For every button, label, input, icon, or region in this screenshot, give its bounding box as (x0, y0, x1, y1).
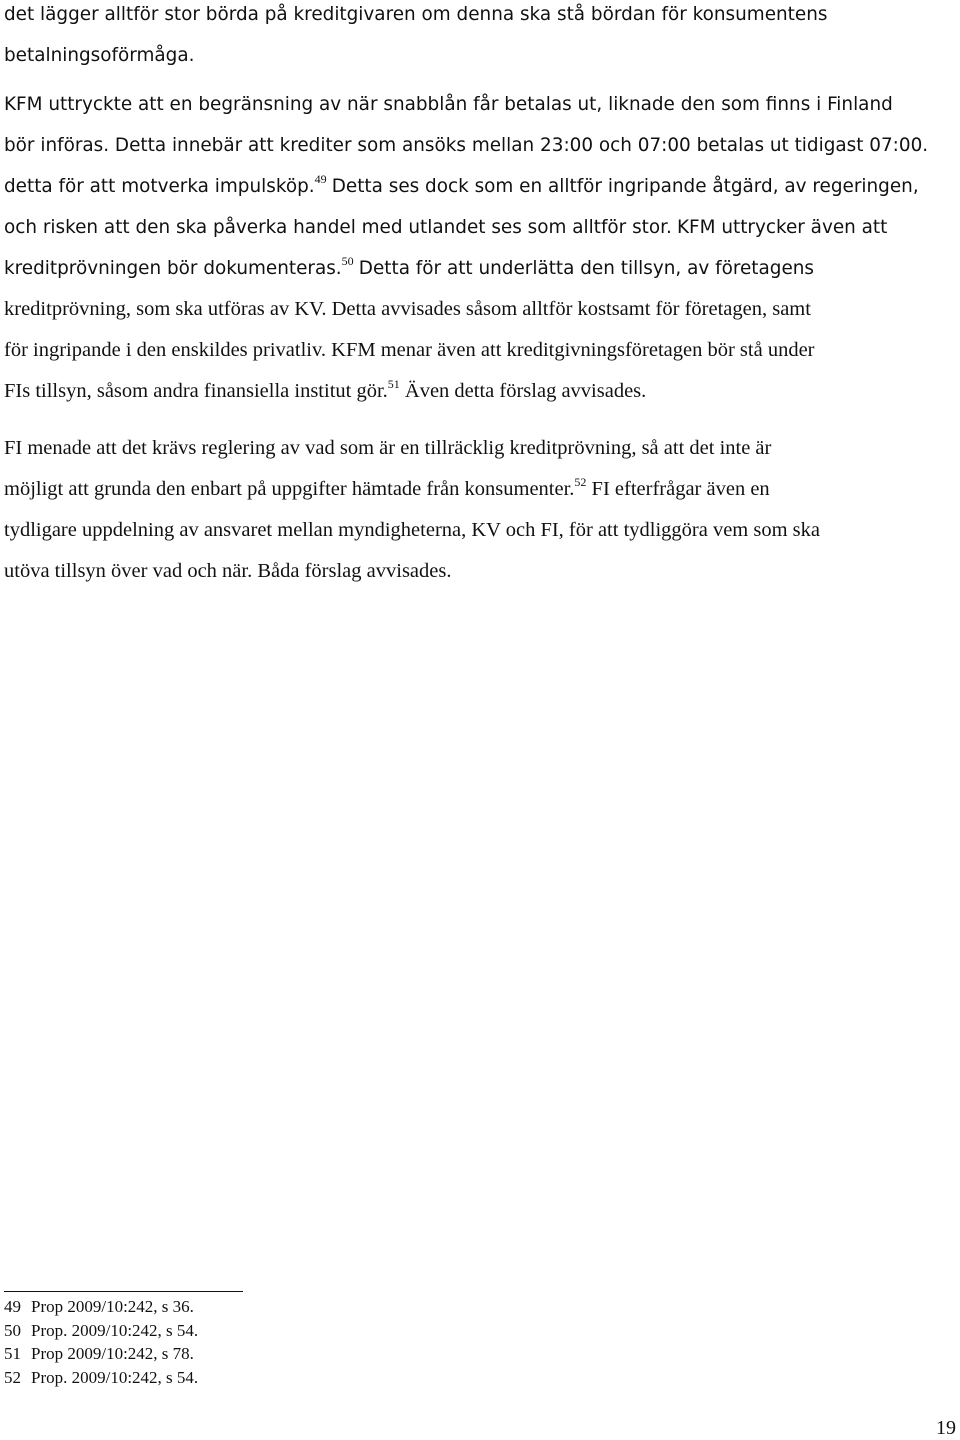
text-segment: möjligt att grunda den enbart på uppgifter hämtade från konsumenter. (4, 478, 575, 500)
text-line (4, 469, 952, 510)
text-line (4, 166, 952, 207)
footnote-number: 51 (4, 1344, 21, 1363)
paragraph-1 (4, 0, 952, 76)
text-line: KFM uttryckte att en begränsning av när snabblån får betalas ut, liknade den som finns i Finland (4, 94, 893, 115)
footnote-number: 52 (4, 1367, 21, 1387)
footnote-item (4, 1295, 198, 1319)
footnote-number: 50 (4, 1320, 21, 1340)
footnote-ref: 50 (341, 254, 354, 268)
footnote-text: Prop 2009/10:242, s 78. (31, 1344, 194, 1363)
text-line: tydligare uppdelning av ansvaret mellan myndigheterna, KV och FI, för att tydliggöra vem som ska (4, 519, 821, 541)
text-line: det lägger alltför stor börda på kreditgivaren om denna ska stå bördan för konsumentens (4, 4, 828, 25)
footnote-text: Prop. 2009/10:242, s 54. (31, 1367, 199, 1387)
text-line: bör införas. Detta innebär att krediter som ansöks mellan 23:00 och 07:00 betalas ut tidigast 07:00. (4, 135, 929, 156)
paragraph-3 (4, 428, 952, 592)
footnote-text: Prop 2009/10:242, s 36. (31, 1297, 194, 1316)
footnote-ref: 49 (314, 172, 327, 186)
text-segment: Även detta förslag avvisades. (404, 380, 647, 402)
text-line (4, 289, 952, 330)
text-line: utöva tillsyn över vad och när. Båda förslag avvisades. (4, 560, 452, 582)
footnote-number: 49 (4, 1297, 21, 1316)
text-segment: KFM uttrycker även att (676, 217, 888, 238)
text-line (4, 371, 952, 412)
text-segment: för ingripande i den enskildes privatliv. (4, 339, 327, 361)
text-segment: och risken att den ska påverka handel med utlandet ses som alltför stor. (4, 217, 672, 238)
footnote-ref: 51 (387, 377, 400, 391)
text-line (4, 248, 952, 289)
footnote-separator (4, 1291, 243, 1292)
footnotes (4, 1295, 198, 1389)
footnote-text: Prop. 2009/10:242, s 54. (31, 1320, 199, 1340)
text-segment: Detta för att underlätta den tillsyn, av företagens (358, 258, 815, 279)
text-line: betalningsoförmåga. (4, 45, 195, 66)
text-segment: KFM menar även att kreditgivningsföretagen bör stå under (331, 339, 815, 361)
footnote-item (4, 1342, 198, 1366)
text-line (4, 207, 952, 248)
text-segment: Detta avvisades såsom alltför kostsamt för företagen, samt (331, 298, 811, 320)
text-segment: detta för att motverka impulsköp. (4, 176, 315, 197)
text-line (4, 330, 952, 371)
footnote-item (4, 1319, 198, 1343)
footnote-ref: 52 (574, 475, 587, 489)
text-segment: kreditprövning, som ska utföras av KV. (4, 298, 327, 320)
text-segment: Detta ses dock som en alltför ingripande åtgärd, av regeringen, (331, 176, 919, 197)
paragraph-2 (4, 84, 952, 412)
text-segment: FIs tillsyn, såsom andra finansiella institut gör. (4, 380, 388, 402)
text-line: FI menade att det krävs reglering av vad som är en tillräcklig kreditprövning, så att det inte är (4, 437, 772, 459)
footnote-item (4, 1366, 198, 1390)
text-segment: FI efterfrågar även en (591, 478, 770, 500)
page-number: 19 (936, 1417, 956, 1439)
text-segment: kreditprövningen bör dokumenteras. (4, 258, 342, 279)
